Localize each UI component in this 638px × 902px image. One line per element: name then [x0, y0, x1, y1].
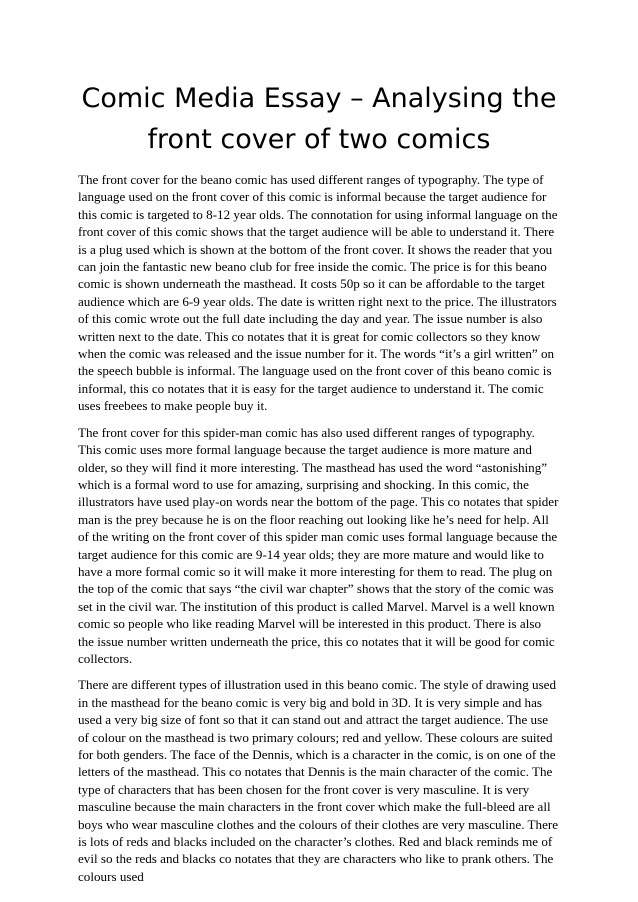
- paragraph-beano-illustration: There are different types of illustration used in this beano comic. The style of drawing used in the masthead for the beano comic is very big and bold in 3D. It is very simple and has used a very big size of font so that it can stand out and attract the target audience. The use of colour on the masthead is two primary colours; red and yellow. These colours are suited for both genders. The face of the Dennis, which is a character in the comic, is on one of the letters of the masthead. This co notates that Dennis is the main character of the comic. The type of characters that has been chosen for the front cover is very masculine. It is very masculine because the main characters in the front cover which make the full-bleed are all boys who wear masculine clothes and the colours of their clothes are very masculine. There is lots of reds and blacks included on the character’s clothes. Red and black reminds me of evil so the reds and blacks co notates that they are characters who like to prank others. The colours used: [78, 677, 559, 884]
- paragraph-beano-typography: The front cover for the beano comic has used different ranges of typography. The type of language used on the front cover of this comic is informal because the target audience for this comic is targeted to 8-12 year olds. The connotation for using informal language on the front cover of this comic shows that the target audience will be able to understand it. There is a plug used which is shown at the bottom of the front cover. It shows the reader that you can join the fantastic new beano club for free inside the comic. The price is for this beano comic is shown underneath the masthead. It costs 50p so it can be affordable to the target audience which are 6-9 year olds. The date is written right next to the price. The illustrators of this comic wrote out the full date including the day and year. The issue number is also written next to the date. This co notates that it is great for comic collectors so they know when the comic was released and the issue number for it. The words “it’s a girl written” on the speech bubble is informal. The language used on the front cover of this beano comic is informal, this co notates that it is easy for the target audience to understand it. The comic uses freebees to make people buy it.: [78, 172, 558, 414]
- paragraph-spiderman-typography: The front cover for this spider-man comic has also used different ranges of typography. This comic uses more formal language because the target audience is more mature and older, so they will find it more interesting. The masthead has used the word “astonishing” which is a formal word to use for amazing, surprising and shocking. In this comic, the illustrators have used play-on words near the bottom of the page. This co notates that spider man is the prey because he is on the floor reaching out looking like he’s need for help. All of the writing on the front cover of this spider man comic uses formal language because the target audience for this comic are 9-14 year olds; they are more mature and would like to have a more formal comic so it will make it more interesting for them to read. The plug on the top of the comic that says “the civil war chapter” shows that the story of the comic was set in the civil war. The institution of this product is called Marvel. Marvel is a well known comic so people who like reading Marvel will be interested in this product. There is also the issue number written underneath the price, this co notates that it will be good for comic collectors.: [78, 424, 559, 666]
- title-line-1: Comic Media Essay – Analysing the: [81, 83, 557, 114]
- document-title: [60, 78, 578, 160]
- title-line-2: front cover of two comics: [147, 124, 491, 155]
- document-body: [78, 171, 560, 894]
